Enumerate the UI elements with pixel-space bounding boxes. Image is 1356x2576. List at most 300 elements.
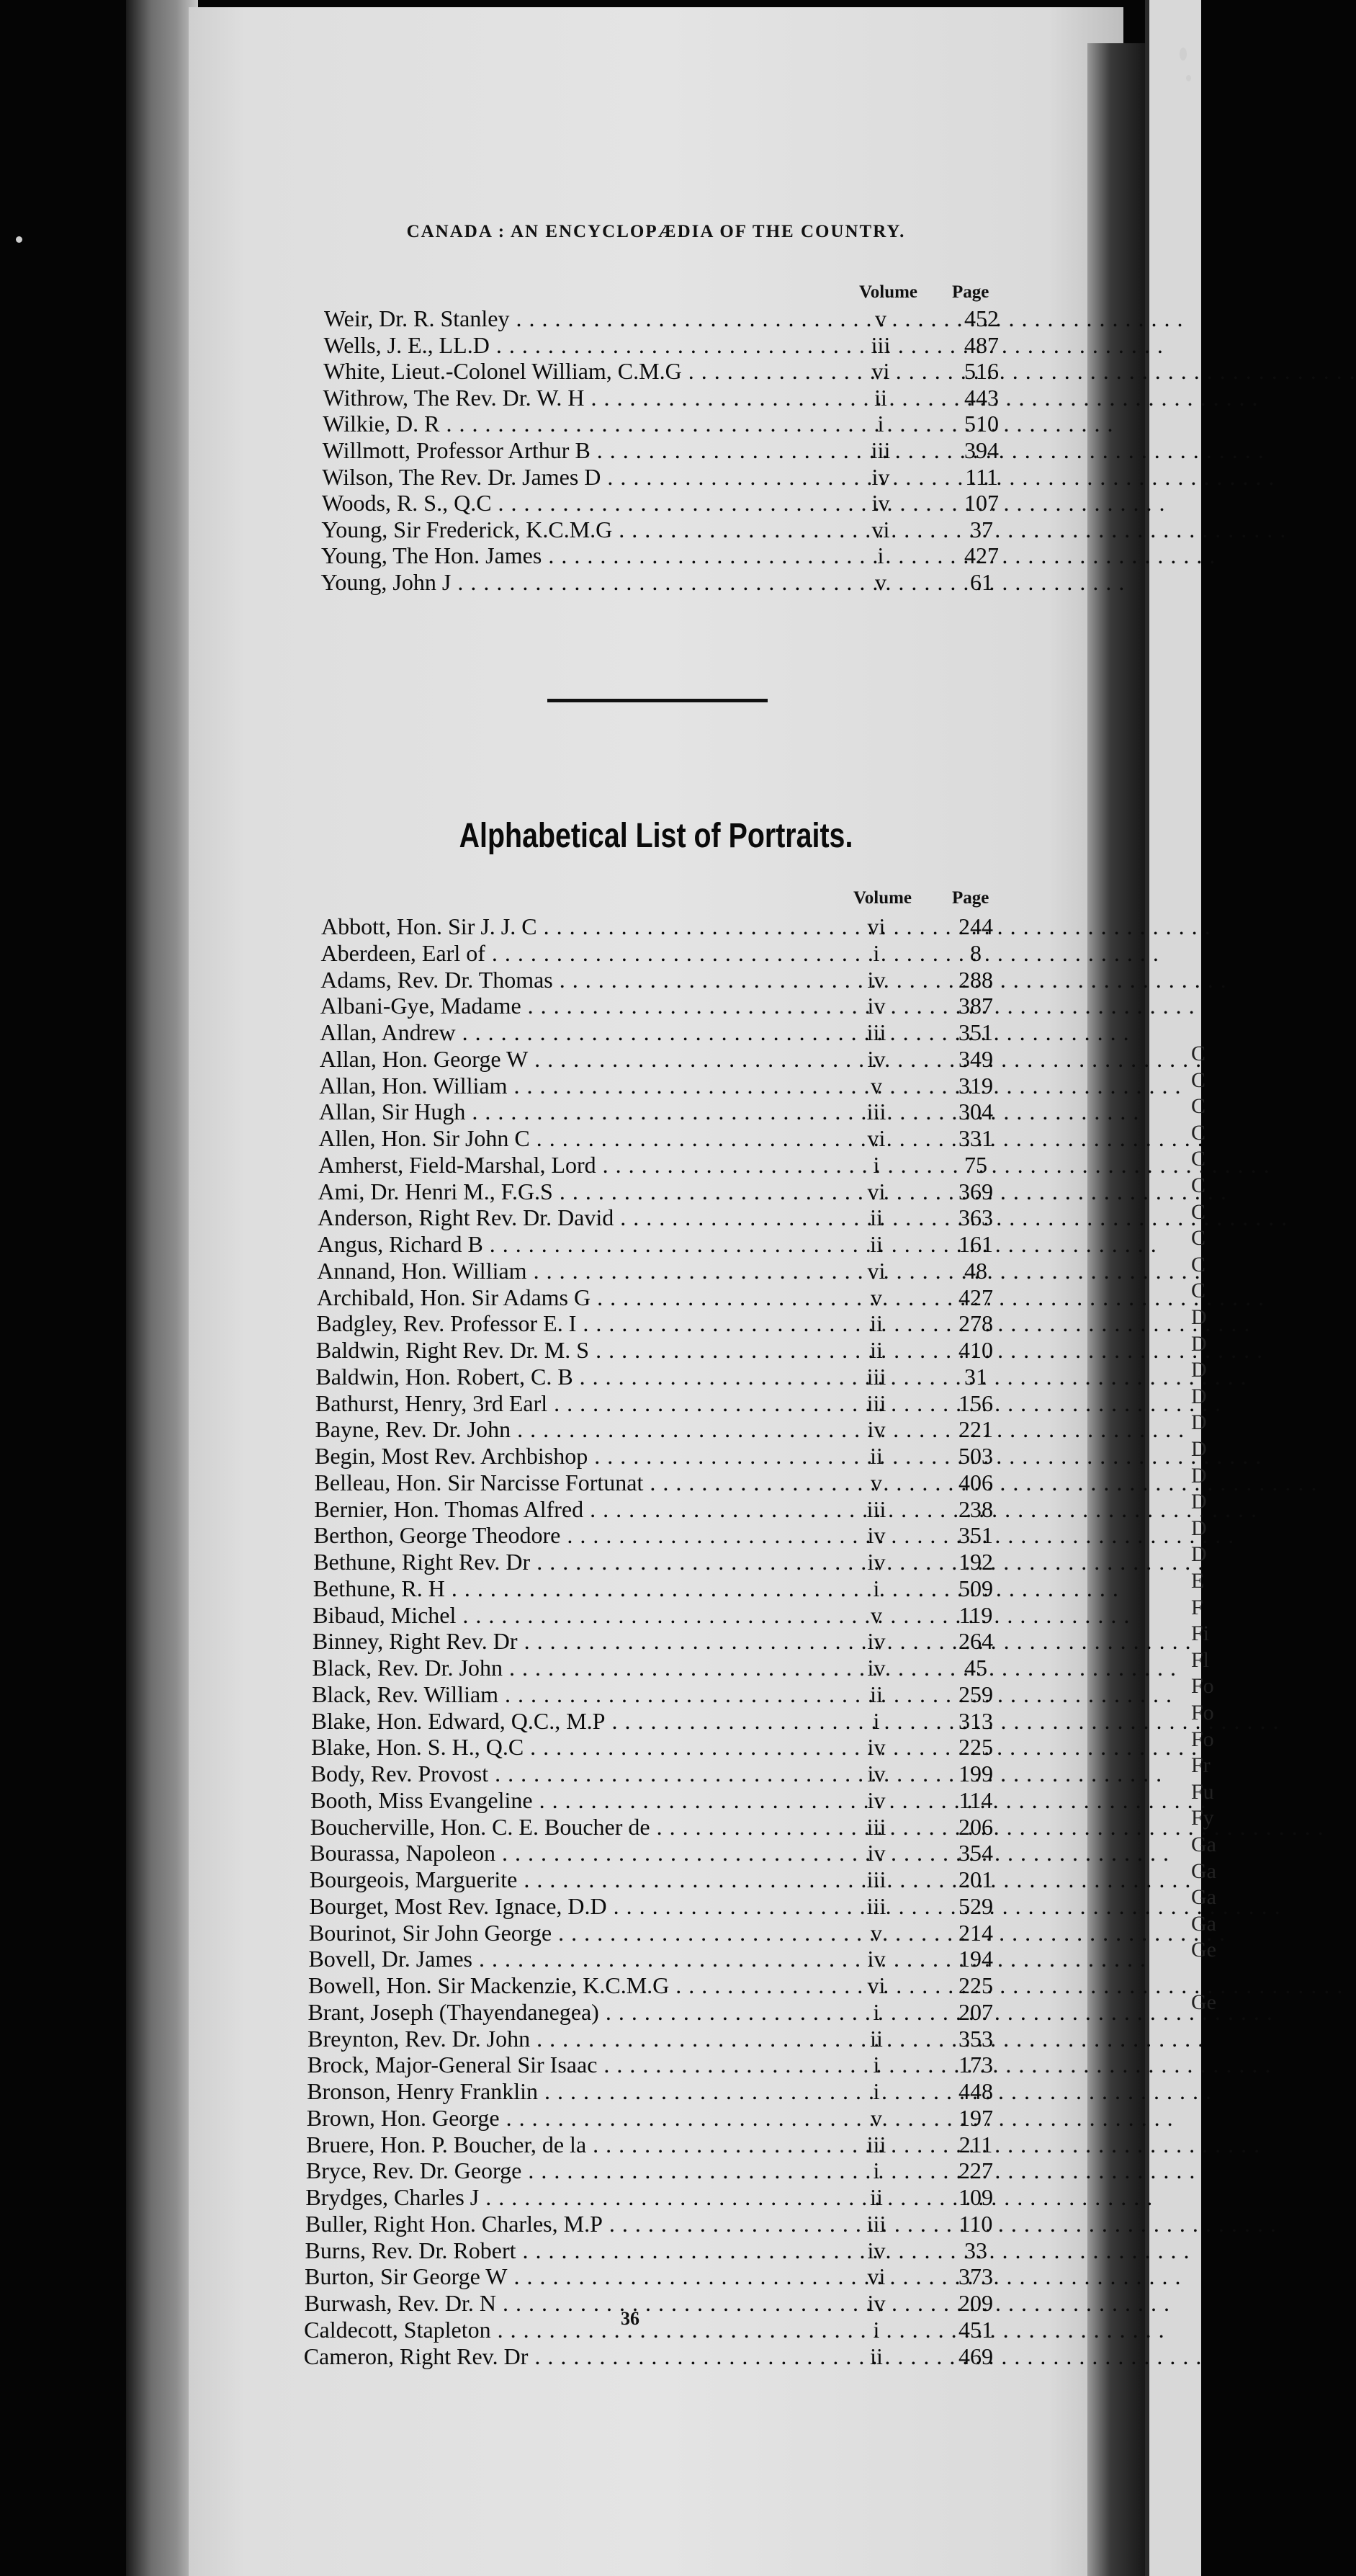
entry-page: 207 xyxy=(958,1998,993,2025)
entry-page: 75 xyxy=(964,1151,987,1178)
entry-volume: iii xyxy=(866,2131,886,2157)
entry-page: 238 xyxy=(958,1495,993,1522)
entry-volume: iv xyxy=(867,1840,886,1866)
paper-speck xyxy=(1180,48,1187,61)
entry-page: 194 xyxy=(958,1946,993,1972)
index-entry xyxy=(0,1390,1201,1416)
entry-name: Black, Rev. William . . . xyxy=(312,1681,816,1707)
facing-page-fragment: C xyxy=(1191,1199,1206,1224)
facing-page-fragment: D xyxy=(1191,1463,1207,1488)
entry-name: Bethune, R. H . . . xyxy=(313,1575,817,1601)
index-entry xyxy=(0,967,1201,993)
entry-name: Bayne, Rev. Dr. John . . . xyxy=(315,1416,819,1442)
index-entry xyxy=(0,385,1201,411)
entry-page: 119 xyxy=(958,1601,993,1628)
entry-volume: i xyxy=(873,1575,880,1601)
facing-page-fragment: C xyxy=(1191,1068,1206,1092)
entry-volume: ii xyxy=(870,1681,883,1707)
index-entry xyxy=(0,2105,1201,2131)
entry-name: Brydges, Charles J . . . xyxy=(305,2184,809,2210)
entry-volume: v xyxy=(871,1284,882,1310)
entry-volume: iv xyxy=(867,1416,886,1443)
entry-page: 8 xyxy=(970,939,982,966)
entry-volume: ii xyxy=(870,1231,883,1257)
entry-name: Amherst, Field-Marshal, Lord . . . xyxy=(318,1152,822,1178)
facing-page-fragment: D xyxy=(1191,1516,1207,1540)
entry-name: Blake, Hon. S. H., Q.C . . . xyxy=(311,1734,815,1760)
entry-name: Bourassa, Napoleon . . . xyxy=(310,1840,814,1866)
entry-name: Allan, Andrew . . . xyxy=(320,1019,824,1045)
entry-page: 221 xyxy=(958,1416,993,1443)
entry-page: 278 xyxy=(958,1310,993,1337)
index-entry xyxy=(0,1152,1201,1178)
entry-name: Berthon, George Theodore . . . xyxy=(314,1522,818,1548)
entry-page: 110 xyxy=(958,2210,993,2237)
page-number: 36 xyxy=(621,2308,639,2329)
facing-page-fragment: C xyxy=(1191,1252,1206,1276)
entry-page: 225 xyxy=(958,1734,993,1761)
entry-name: Blake, Hon. Edward, Q.C., M.P . . . xyxy=(312,1708,816,1734)
index-entry xyxy=(0,993,1201,1019)
entry-volume: ii xyxy=(870,1443,883,1469)
entry-page: 61 xyxy=(970,569,993,595)
entry-page: 363 xyxy=(958,1204,993,1231)
index-entry xyxy=(0,437,1201,463)
facing-page-fragment: D xyxy=(1191,1490,1207,1514)
facing-page-fragment: D xyxy=(1191,1331,1207,1356)
facing-page-fragment: Ga xyxy=(1191,1833,1216,1856)
index-entry xyxy=(0,1549,1201,1575)
entry-volume: vi xyxy=(867,1972,886,1998)
entry-name: Abbott, Hon. Sir J. J. C . . . xyxy=(321,913,825,939)
index-entry xyxy=(0,2237,1201,2263)
facing-page-fragment: Fo xyxy=(1191,1727,1214,1751)
entry-volume: ii xyxy=(870,1310,883,1337)
facing-page-fragment: D xyxy=(1191,1358,1207,1382)
entry-name: Bourgeois, Marguerite . . . xyxy=(310,1866,814,1892)
entry-page: 214 xyxy=(958,1919,993,1946)
facing-page-fragment: Fu xyxy=(1191,1779,1214,1804)
index-entry xyxy=(0,1337,1201,1363)
index-entry xyxy=(0,1019,1201,1045)
index-entry xyxy=(0,2132,1201,2157)
entry-page: 45 xyxy=(964,1655,987,1681)
entry-page: 48 xyxy=(964,1257,987,1284)
entry-volume: i xyxy=(873,2316,880,2343)
entry-page: 443 xyxy=(964,384,999,411)
entry-page: 227 xyxy=(958,2157,993,2184)
index-entry xyxy=(0,1655,1201,1681)
entry-page: 406 xyxy=(958,1469,993,1495)
entry-name: Bruere, Hon. P. Boucher, de la . . . xyxy=(306,2132,810,2157)
entry-page: 503 xyxy=(958,1443,993,1469)
entry-volume: iii xyxy=(866,1390,886,1416)
entry-volume: iv xyxy=(867,1655,886,1681)
entry-name: Cameron, Right Rev. Dr . . . xyxy=(304,2343,808,2369)
entry-volume: vi xyxy=(871,358,890,385)
index-entry xyxy=(0,2052,1201,2078)
entry-name: Buller, Right Hon. Charles, M.P . . . xyxy=(305,2211,809,2237)
index-entry xyxy=(0,1708,1201,1734)
entry-name: White, Lieut.-Colonel William, C.M.G . . . xyxy=(323,358,824,384)
entry-volume: v xyxy=(871,2104,882,2131)
entry-name: Bourget, Most Rev. Ignace, D.D . . . xyxy=(309,1893,813,1919)
entry-page: 209 xyxy=(958,2290,993,2316)
index-entry xyxy=(0,2184,1201,2210)
entry-volume: iii xyxy=(871,437,891,463)
entry-volume: iii xyxy=(866,1363,886,1390)
entry-volume: iii xyxy=(866,1866,886,1892)
entry-name: Anderson, Right Rev. Dr. David . . . xyxy=(318,1204,822,1230)
entry-volume: vi xyxy=(867,1257,886,1284)
index-entry xyxy=(0,464,1201,490)
entry-volume: i xyxy=(873,1151,880,1178)
entry-name: Allan, Hon. George W . . . xyxy=(320,1046,824,1072)
entry-page: 351 xyxy=(958,1019,993,1045)
entry-name: Young, John J . . . xyxy=(321,569,822,595)
entry-name: Burton, Sir George W . . . xyxy=(305,2263,809,2289)
entry-page: 264 xyxy=(958,1628,993,1655)
index-entry xyxy=(0,1946,1201,1972)
entry-volume: vi xyxy=(867,2263,886,2290)
entry-page: 201 xyxy=(958,1866,993,1892)
entry-page: 161 xyxy=(958,1231,993,1257)
index-entry xyxy=(0,1179,1201,1204)
entry-page: 206 xyxy=(958,1813,993,1840)
entry-volume: iv xyxy=(871,463,890,490)
index-entry xyxy=(0,1920,1201,1946)
index-entry xyxy=(0,305,1201,331)
entry-page: 331 xyxy=(958,1125,993,1151)
facing-page-fragment: C xyxy=(1191,1226,1206,1251)
entry-name: Baldwin, Right Rev. Dr. M. S . . . xyxy=(316,1337,820,1363)
entry-volume: i xyxy=(873,1998,880,2025)
volume-column-header: Volume xyxy=(859,282,918,302)
facing-page-fragment: C xyxy=(1191,1042,1206,1065)
index-entry xyxy=(0,1310,1201,1336)
facing-page-fragment: E xyxy=(1191,1569,1205,1593)
entry-name: Archibald, Hon. Sir Adams G . . . xyxy=(317,1284,821,1310)
index-entry xyxy=(0,1099,1201,1124)
entry-volume: vi xyxy=(867,1178,886,1204)
entry-name: Burwash, Rev. Dr. N . . . xyxy=(305,2290,809,2316)
entry-page: 156 xyxy=(958,1390,993,1416)
entry-page: 225 xyxy=(958,1972,993,1998)
index-entry xyxy=(0,1575,1201,1601)
entry-page: 244 xyxy=(958,913,993,939)
entry-name: Annand, Hon. William . . . xyxy=(317,1258,821,1284)
entry-volume: iii xyxy=(866,1019,886,1045)
portraits-section-title: Alphabetical List of Portraits. xyxy=(459,817,853,855)
index-entry xyxy=(0,332,1201,358)
index-entry xyxy=(0,2343,1201,2369)
entry-name: Bethune, Right Rev. Dr . . . xyxy=(313,1549,817,1575)
entry-page: 373 xyxy=(958,2263,993,2290)
index-entry xyxy=(0,358,1201,384)
entry-volume: i xyxy=(873,939,880,966)
entry-page: 427 xyxy=(964,542,999,569)
index-entry xyxy=(0,1840,1201,1866)
index-entry xyxy=(0,940,1201,966)
entry-name: Binney, Right Rev. Dr . . . xyxy=(313,1628,817,1654)
entry-volume: ii xyxy=(870,1204,883,1231)
entry-page: 211 xyxy=(958,2131,993,2157)
index-entry xyxy=(0,1470,1201,1495)
entry-page: 509 xyxy=(958,1575,993,1601)
entry-name: Ami, Dr. Henri M., F.G.S . . . xyxy=(318,1179,822,1204)
entry-page: 199 xyxy=(958,1761,993,1786)
entry-page: 109 xyxy=(958,2184,993,2210)
entry-name: Allan, Sir Hugh . . . xyxy=(319,1099,823,1124)
entry-page: 387 xyxy=(958,993,993,1019)
entry-page: 111 xyxy=(965,463,998,490)
index-entry xyxy=(0,1602,1201,1628)
facing-page-fragment: D xyxy=(1191,1384,1207,1408)
entry-name: Belleau, Hon. Sir Narcisse Fortunat . . . xyxy=(315,1470,819,1495)
section-divider xyxy=(547,699,768,702)
facing-page-fragment: Fy xyxy=(1191,1806,1214,1830)
facing-page-fragment: C xyxy=(1191,1094,1206,1119)
entry-name: Aberdeen, Earl of . . . xyxy=(321,940,825,966)
entry-name: Angus, Richard B . . . xyxy=(318,1231,822,1257)
entry-page: 197 xyxy=(958,2104,993,2131)
entry-name: Albani-Gye, Madame . . . xyxy=(320,993,825,1019)
volume-column-header: Volume xyxy=(853,888,912,908)
index-entry xyxy=(0,1496,1201,1522)
entry-page: 288 xyxy=(958,966,993,993)
index-entry xyxy=(0,2263,1201,2289)
index-entry xyxy=(0,1628,1201,1654)
facing-page-fragment: Fo xyxy=(1191,1701,1214,1725)
entry-page: 452 xyxy=(964,305,999,331)
entry-name: Bathurst, Henry, 3rd Earl . . . xyxy=(315,1390,820,1416)
entry-name: Caldecott, Stapleton . . . xyxy=(304,2317,808,2343)
index-entry xyxy=(0,516,1201,542)
entry-volume: i xyxy=(873,1707,880,1734)
index-entry xyxy=(0,1443,1201,1469)
entry-name: Withrow, The Rev. Dr. W. H . . . xyxy=(323,385,824,411)
entry-volume: i xyxy=(873,2052,880,2078)
entry-volume: iv xyxy=(867,1522,886,1549)
facing-page-fragment: Fl xyxy=(1191,1647,1210,1672)
entry-page: 427 xyxy=(958,1284,993,1310)
facing-page-fragment: Ga xyxy=(1191,1911,1216,1936)
facing-page-fragment: F xyxy=(1191,1595,1203,1619)
index-entry xyxy=(0,411,1201,437)
index-entry xyxy=(0,1761,1201,1786)
entry-volume: iv xyxy=(867,1734,886,1761)
entry-volume: v xyxy=(871,1919,882,1946)
index-entry xyxy=(0,2026,1201,2052)
entry-volume: v xyxy=(871,1601,882,1628)
entry-page: 349 xyxy=(958,1045,993,1072)
entry-page: 487 xyxy=(964,331,999,358)
entry-page: 351 xyxy=(958,1522,993,1549)
entry-page: 313 xyxy=(958,1707,993,1734)
entry-name: Brant, Joseph (Thayendanegea) . . . xyxy=(308,1999,812,2025)
facing-page-fragment: D xyxy=(1191,1542,1207,1567)
entry-name: Bourinot, Sir John George . . . xyxy=(309,1920,813,1946)
entry-page: 448 xyxy=(958,2078,993,2104)
index-entry xyxy=(0,1814,1201,1840)
entry-page: 33 xyxy=(964,2237,987,2263)
entry-page: 394 xyxy=(964,437,999,463)
index-entry xyxy=(0,913,1201,939)
entry-page: 173 xyxy=(958,2052,993,2078)
entry-volume: iv xyxy=(867,966,886,993)
entry-page: 259 xyxy=(958,1681,993,1707)
entry-volume: iv xyxy=(867,1628,886,1655)
page-column-header: Page xyxy=(952,282,989,302)
entry-page: 304 xyxy=(958,1099,993,1125)
facing-page-fragment: C xyxy=(1191,1147,1206,1171)
entry-name: Allen, Hon. Sir John C . . . xyxy=(318,1125,822,1151)
entry-name: Bibaud, Michel . . . xyxy=(313,1602,817,1628)
index-entry xyxy=(0,2078,1201,2104)
facing-page-fragment: D xyxy=(1191,1437,1207,1461)
entry-page: 451 xyxy=(958,2316,993,2343)
facing-page-fragment: C xyxy=(1191,1173,1206,1197)
index-entry xyxy=(0,2317,1201,2343)
entry-name: Bernier, Hon. Thomas Alfred . . . xyxy=(314,1496,818,1522)
entry-name: Young, The Hon. James . . . xyxy=(321,542,822,568)
entry-volume: i xyxy=(877,542,884,569)
index-entry xyxy=(0,1972,1201,1998)
index-entry xyxy=(0,1204,1201,1230)
entry-volume: iv xyxy=(867,1045,886,1072)
entry-page: 37 xyxy=(970,516,993,542)
entry-page: 192 xyxy=(958,1549,993,1575)
entry-name: Wilkie, D. R . . . xyxy=(323,411,823,437)
entry-name: Woods, R. S., Q.C . . . xyxy=(322,490,822,516)
entry-name: Wilson, The Rev. Dr. James D . . . xyxy=(322,464,822,490)
index-entry xyxy=(0,542,1201,568)
entry-volume: iv xyxy=(867,1786,886,1813)
facing-page-fragment: C xyxy=(1191,1120,1206,1145)
entry-name: Bryce, Rev. Dr. George . . . xyxy=(306,2157,810,2183)
entry-volume: iv xyxy=(867,1946,886,1972)
entry-volume: i xyxy=(873,2157,880,2184)
entry-volume: iv xyxy=(871,490,890,516)
entry-page: 114 xyxy=(958,1786,993,1813)
index-entry xyxy=(0,1893,1201,1919)
entry-volume: iv xyxy=(867,993,886,1019)
entry-volume: iv xyxy=(867,1549,886,1575)
entry-page: 369 xyxy=(958,1178,993,1204)
entry-volume: ii xyxy=(870,2184,883,2210)
entry-name: Weir, Dr. R. Stanley . . . xyxy=(324,305,825,331)
entry-name: Bronson, Henry Franklin . . . xyxy=(307,2078,811,2104)
index-entry xyxy=(0,1364,1201,1390)
entry-volume: iii xyxy=(866,2210,886,2237)
facing-page-fragment: D xyxy=(1191,1305,1207,1329)
index-entry xyxy=(0,1231,1201,1257)
facing-page-fragment: Ge xyxy=(1191,1990,1216,2014)
entry-page: 354 xyxy=(958,1840,993,1866)
entry-page: 107 xyxy=(964,490,999,516)
entry-volume: vi xyxy=(867,1125,886,1151)
entry-volume: iii xyxy=(871,331,891,358)
entry-volume: iv xyxy=(867,2237,886,2263)
entry-volume: ii xyxy=(870,1337,883,1363)
facing-page-fragment: Ga xyxy=(1191,1859,1216,1883)
entry-volume: iv xyxy=(867,1761,886,1786)
index-entry xyxy=(0,1416,1201,1442)
entry-name: Black, Rev. Dr. John . . . xyxy=(312,1655,816,1681)
entry-page: 529 xyxy=(958,1892,993,1919)
entry-page: 516 xyxy=(964,358,999,385)
entry-name: Booth, Miss Evangeline . . . xyxy=(310,1787,814,1813)
entry-volume: iii xyxy=(866,1099,886,1125)
entry-page: 469 xyxy=(958,2343,993,2369)
index-entry xyxy=(0,1073,1201,1099)
index-entry xyxy=(0,2290,1201,2316)
entry-name: Bowell, Hon. Sir Mackenzie, K.C.M.G . . . xyxy=(308,1972,812,1998)
paper-speck xyxy=(1186,75,1191,81)
entry-name: Begin, Most Rev. Archbishop . . . xyxy=(315,1443,819,1469)
entry-name: Body, Rev. Provost . . . xyxy=(311,1761,815,1786)
entry-name: Brock, Major-General Sir Isaac . . . xyxy=(307,2052,812,2078)
entry-name: Burns, Rev. Dr. Robert . . . xyxy=(305,2237,809,2263)
entry-name: Badgley, Rev. Professor E. I . . . xyxy=(316,1310,820,1336)
entry-volume: v xyxy=(875,569,886,595)
index-entry xyxy=(0,1999,1201,2025)
entry-volume: iii xyxy=(866,1495,886,1522)
entry-page: 31 xyxy=(964,1363,987,1390)
index-entry xyxy=(0,1522,1201,1548)
entry-volume: iv xyxy=(867,2290,886,2316)
entry-volume: iii xyxy=(866,1892,886,1919)
entry-name: Brown, Hon. George . . . xyxy=(307,2105,811,2131)
entry-volume: ii xyxy=(870,2025,883,2052)
index-entry xyxy=(0,1046,1201,1072)
entry-volume: iii xyxy=(866,1813,886,1840)
facing-page-fragment: Fo xyxy=(1191,1674,1214,1699)
entry-page: 353 xyxy=(958,2025,993,2052)
index-entry xyxy=(0,2157,1201,2183)
entry-volume: i xyxy=(873,2078,880,2104)
entry-volume: ii xyxy=(874,384,887,411)
index-entry xyxy=(0,1866,1201,1892)
entry-volume: vi xyxy=(871,516,890,542)
index-entry xyxy=(0,1734,1201,1760)
entry-volume: v xyxy=(871,1469,882,1495)
entry-page: 319 xyxy=(958,1072,993,1099)
facing-page-fragment: Ge xyxy=(1191,1938,1216,1962)
index-entry xyxy=(0,1681,1201,1707)
entry-name: Boucherville, Hon. C. E. Boucher de . . . xyxy=(310,1814,814,1840)
index-entry xyxy=(0,1125,1201,1151)
index-entry xyxy=(0,2211,1201,2237)
facing-page-fragment: Fi xyxy=(1191,1622,1210,1646)
entry-name: Adams, Rev. Dr. Thomas . . . xyxy=(320,967,825,993)
entry-volume: vi xyxy=(867,913,886,939)
page-column-header: Page xyxy=(952,888,989,908)
entry-name: Allan, Hon. William . . . xyxy=(319,1073,823,1099)
index-entry xyxy=(0,490,1201,516)
entry-volume: i xyxy=(877,411,884,437)
index-entry xyxy=(0,1258,1201,1284)
entry-name: Young, Sir Frederick, K.C.M.G . . . xyxy=(321,516,822,542)
facing-page-fragment: D xyxy=(1191,1410,1207,1435)
index-entry xyxy=(0,1284,1201,1310)
entry-page: 410 xyxy=(958,1337,993,1363)
entry-volume: v xyxy=(875,305,886,331)
entry-name: Baldwin, Hon. Robert, C. B . . . xyxy=(315,1364,820,1390)
running-head: CANADA : AN ENCYCLOPÆDIA OF THE COUNTRY. xyxy=(406,222,906,241)
entry-volume: ii xyxy=(870,2343,883,2369)
index-entry xyxy=(0,569,1201,595)
